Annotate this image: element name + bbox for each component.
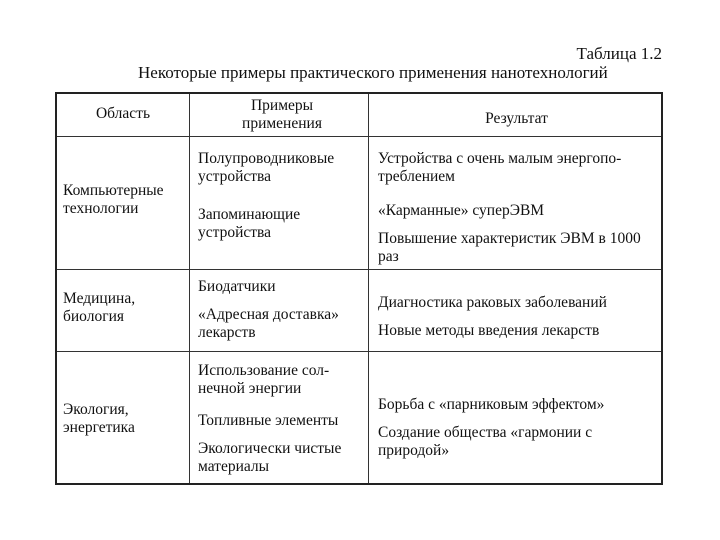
- row-2-area: Медицина, биология: [63, 290, 136, 325]
- row-2-result: Новые методы введения лекарств: [378, 322, 600, 339]
- row-1-result: Повышение характеристик ЭВМ в 1000 раз: [378, 230, 641, 265]
- row-2-example: «Адресная доставка» лекарств: [198, 306, 339, 341]
- table-number-label: Таблица 1.2: [576, 44, 662, 63]
- header-divider: [57, 136, 661, 137]
- row-divider: [57, 269, 661, 270]
- row-divider: [57, 351, 661, 352]
- row-1-example: Полупроводниковые устройства: [198, 150, 335, 185]
- row-3-result: Создание общества «гармонии с природой»: [378, 424, 593, 459]
- column-divider: [368, 94, 369, 483]
- column-divider: [189, 94, 190, 483]
- row-1-example: Запоминающие устройства: [198, 206, 301, 241]
- header-area: Область: [95, 105, 151, 122]
- table-caption: Некоторые примеры практического применения нанотехнологий: [138, 63, 608, 82]
- row-3-example: Топливные элементы: [198, 412, 339, 429]
- row-3-example: Использование сол-нечной энергии: [198, 362, 330, 397]
- nanotech-applications-table: [55, 92, 663, 485]
- row-2-result: Диагностика раковых заболеваний: [378, 294, 607, 311]
- row-3-result: Борьба с «парниковым эффектом»: [378, 396, 605, 413]
- row-2-example: Биодатчики: [198, 278, 276, 295]
- header-examples: Примеры применения: [242, 97, 322, 132]
- row-3-example: Экологически чистые материалы: [198, 440, 342, 475]
- row-1-result: Устройства с очень малым энергопо-треблением: [378, 150, 622, 185]
- row-3-area: Экология, энергетика: [63, 401, 135, 436]
- row-1-area: Компьютерные технологии: [63, 182, 164, 217]
- header-result: Результат: [485, 110, 548, 127]
- row-1-result: «Карманные» суперЭВМ: [378, 202, 545, 219]
